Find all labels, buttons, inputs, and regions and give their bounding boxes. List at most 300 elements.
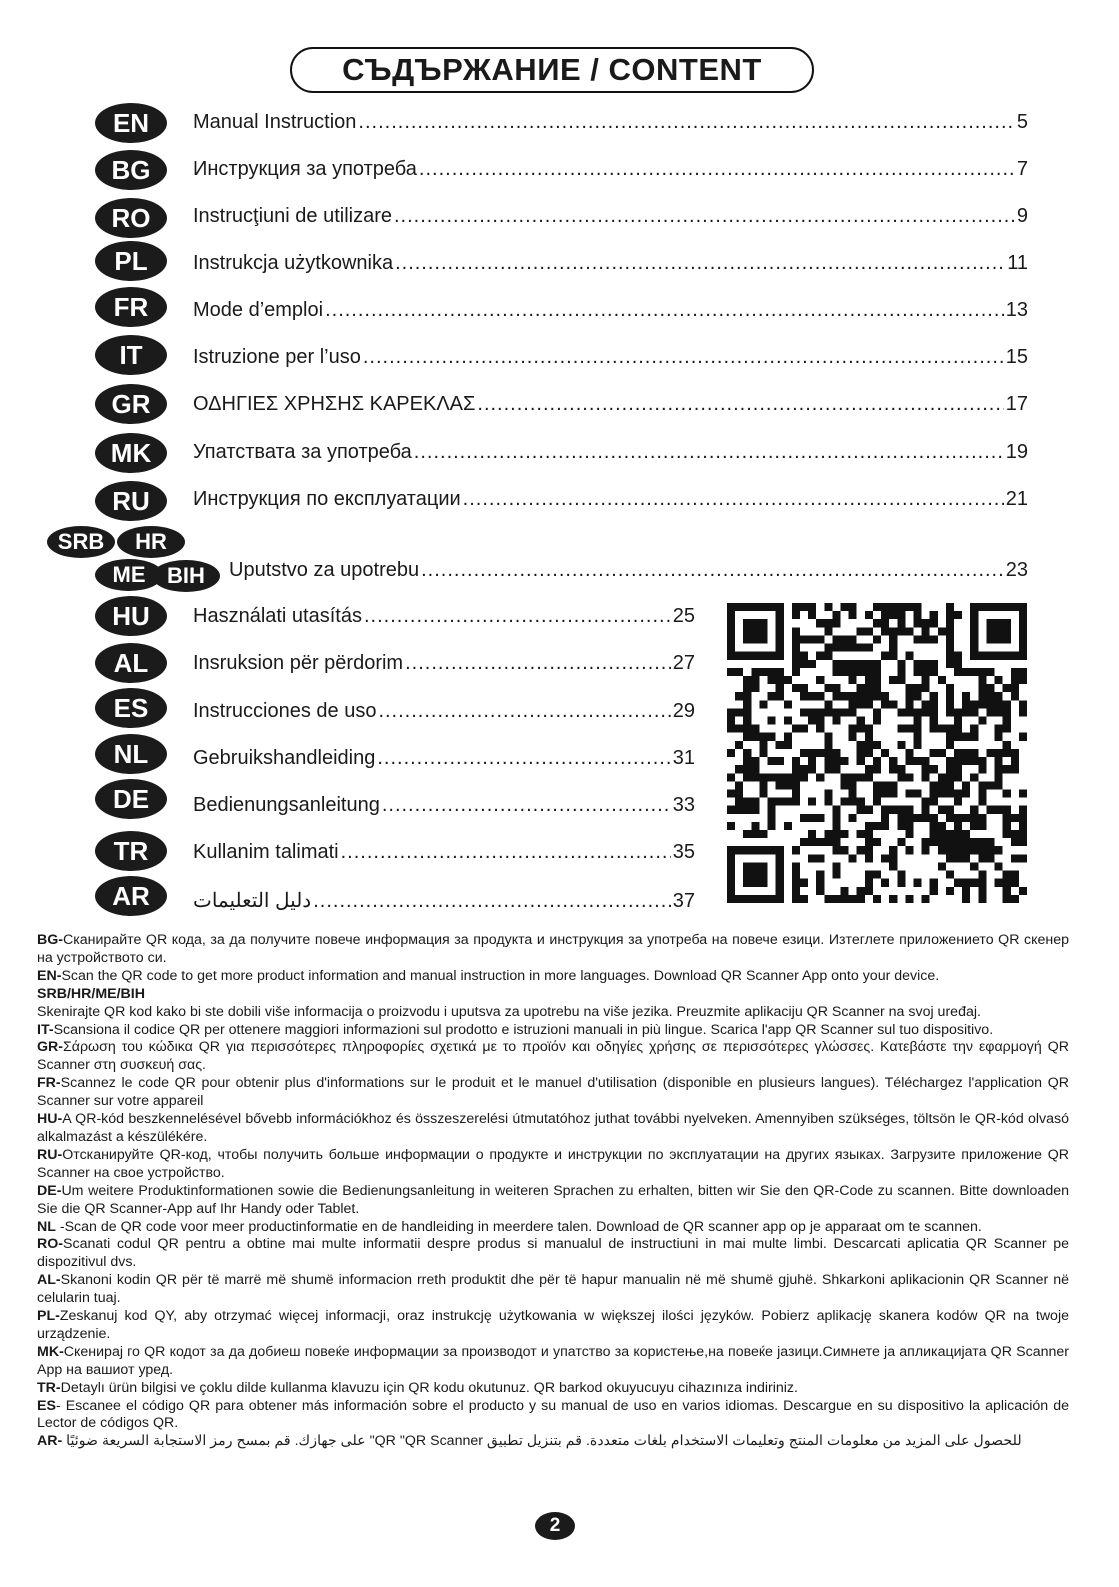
qr-module: [881, 619, 889, 627]
qr-module: [832, 635, 840, 643]
qr-module: [759, 871, 767, 879]
qr-module: [946, 814, 954, 822]
qr-module: [743, 806, 751, 814]
qr-module: [865, 854, 873, 862]
qr-module: [808, 854, 816, 862]
qr-module: [946, 684, 954, 692]
qr-module: [913, 603, 921, 611]
qr-module: [1003, 814, 1011, 822]
qr-module: [1019, 814, 1027, 822]
qr-module: [1003, 700, 1011, 708]
qr-module: [938, 773, 946, 781]
qr-module: [881, 627, 889, 635]
qr-module: [922, 838, 930, 846]
qr-module: [816, 887, 824, 895]
qr-module: [995, 846, 1003, 854]
qr-module: [986, 700, 994, 708]
qr-module: [930, 700, 938, 708]
qr-module: [751, 871, 759, 879]
qr-module: [751, 619, 759, 627]
toc-entry-nl[interactable]: [193, 747, 695, 770]
qr-module: [913, 879, 921, 887]
qr-code-icon[interactable]: [727, 603, 1027, 903]
qr-module: [881, 692, 889, 700]
qr-module: [832, 692, 840, 700]
qr-module: [776, 862, 784, 870]
toc-leader: [313, 890, 671, 913]
qr-module: [946, 846, 954, 854]
qr-module: [922, 895, 930, 903]
qr-module: [735, 603, 743, 611]
qr-module: [978, 717, 986, 725]
qr-module: [824, 684, 832, 692]
toc-leader: [363, 346, 1004, 369]
note-ar: AR- للحصول على المزيد من معلومات المنتج وتعليمات الاستخدام بلغات متعددة. قم بتنزيل تطبيق QR "QR Scanner" على جهازك. قم بمسح رمز الاستجابة السريعة ضوئيًا: [37, 1433, 1022, 1450]
qr-module: [889, 644, 897, 652]
qr-module: [905, 789, 913, 797]
qr-module: [743, 652, 751, 660]
qr-module: [816, 879, 824, 887]
qr-module: [816, 635, 824, 643]
qr-module: [849, 660, 857, 668]
toc-entry-ro[interactable]: [193, 205, 1028, 228]
toc-leader: [477, 393, 1003, 416]
qr-module: [946, 627, 954, 635]
qr-module: [986, 708, 994, 716]
qr-module: [1019, 838, 1027, 846]
qr-module: [751, 846, 759, 854]
qr-module: [946, 871, 954, 879]
qr-module: [759, 895, 767, 903]
toc-label: Használati utasítás: [193, 605, 362, 627]
qr-module: [930, 708, 938, 716]
qr-module: [986, 838, 994, 846]
qr-module: [913, 635, 921, 643]
qr-module: [978, 765, 986, 773]
qr-module: [1011, 668, 1019, 676]
qr-module: [1003, 887, 1011, 895]
qr-module: [727, 854, 735, 862]
qr-module: [727, 806, 735, 814]
qr-module: [865, 676, 873, 684]
qr-module: [905, 603, 913, 611]
qr-module: [922, 627, 930, 635]
qr-module: [743, 757, 751, 765]
toc-entry-en[interactable]: [193, 111, 1028, 134]
qr-module: [816, 871, 824, 879]
qr-module: [897, 603, 905, 611]
qr-module: [832, 838, 840, 846]
qr-module: [873, 838, 881, 846]
qr-module: [768, 652, 776, 660]
qr-module: [873, 871, 881, 879]
qr-module: [897, 871, 905, 879]
qr-module: [946, 838, 954, 846]
qr-module: [938, 822, 946, 830]
qr-module: [938, 749, 946, 757]
qr-module: [995, 725, 1003, 733]
qr-module: [905, 822, 913, 830]
qr-module: [970, 822, 978, 830]
qr-module: [930, 838, 938, 846]
qr-module: [735, 789, 743, 797]
qr-module: [849, 668, 857, 676]
qr-module: [743, 846, 751, 854]
qr-module: [913, 789, 921, 797]
qr-module: [897, 676, 905, 684]
qr-module: [800, 635, 808, 643]
qr-module: [865, 765, 873, 773]
qr-module: [970, 846, 978, 854]
qr-module: [897, 611, 905, 619]
toc-page: 37: [672, 890, 695, 912]
qr-module: [938, 789, 946, 797]
qr-module: [800, 692, 808, 700]
qr-module: [922, 765, 930, 773]
qr-module: [930, 879, 938, 887]
qr-module: [727, 611, 735, 619]
qr-module: [751, 733, 759, 741]
toc-entry-gr[interactable]: [193, 393, 1028, 416]
qr-module: [776, 757, 784, 765]
toc-entry-srb-hr-me-bih[interactable]: [229, 559, 1028, 582]
qr-module: [970, 627, 978, 635]
qr-module: [970, 708, 978, 716]
qr-module: [792, 765, 800, 773]
qr-module: [995, 749, 1003, 757]
qr-module: [930, 789, 938, 797]
qr-module: [930, 798, 938, 806]
qr-module: [954, 660, 962, 668]
qr-module: [735, 765, 743, 773]
note-gr: GR-Σάρωση του κώδικα QR για περισσότερες πληροφορίες σχετικά με το προϊόν και οδηγίες χρήσης σε περισσότερες γλώσσες. Κατεβάστε την εφαρμογή QR Scanner στη συσκευή σας.: [37, 1039, 1069, 1074]
qr-module: [865, 846, 873, 854]
toc-leader: [414, 441, 1004, 464]
toc-entry-mk[interactable]: [193, 441, 1028, 464]
qr-module: [946, 603, 954, 611]
lang-badge-gr: GR: [95, 384, 167, 424]
qr-module: [776, 676, 784, 684]
qr-module: [897, 660, 905, 668]
qr-module: [857, 741, 865, 749]
qr-module: [873, 692, 881, 700]
qr-module: [1003, 830, 1011, 838]
qr-module: [849, 725, 857, 733]
qr-module: [824, 708, 832, 716]
qr-module: [792, 862, 800, 870]
qr-module: [808, 814, 816, 822]
toc-entry-tr[interactable]: [193, 841, 695, 864]
qr-module: [792, 684, 800, 692]
qr-module: [751, 830, 759, 838]
toc-leader: [364, 605, 671, 628]
qr-module: [743, 619, 751, 627]
toc-page: 5: [1016, 111, 1028, 133]
qr-module: [1011, 757, 1019, 765]
qr-module: [849, 814, 857, 822]
qr-module: [776, 854, 784, 862]
qr-module: [873, 660, 881, 668]
qr-module: [1003, 708, 1011, 716]
qr-module: [857, 668, 865, 676]
qr-module: [962, 668, 970, 676]
qr-module: [735, 846, 743, 854]
qr-module: [970, 773, 978, 781]
qr-module: [857, 725, 865, 733]
qr-instructions: [37, 932, 1069, 1451]
qr-module: [962, 749, 970, 757]
qr-module: [832, 644, 840, 652]
qr-module: [857, 798, 865, 806]
qr-module: [995, 635, 1003, 643]
qr-module: [970, 757, 978, 765]
note-mk: MK-Скенирај го QR кодот за да добиеш повеќе информации за производот и упатство за користење,на повеќе јазици.Симнете ја апликацијата QR Scanner App на вашиот уред.: [37, 1343, 1069, 1378]
note-de: DE-Um weitere Produktinformationen sowie die Bedienungsanleitung in weiteren Sprachen zu erhalten, bitten wir Sie den QR-Code zu scannen. Bitte downloaden Sie die QR Scanner-App auf Ihr Handy oder Tablet.: [37, 1182, 1069, 1217]
qr-module: [759, 668, 767, 676]
note-fr: FR-Scannez le code QR pour obtenir plus d'informations sur le produit et le manuel d'utilisation (disponible en plusieurs langues). Téléchargez l'application QR Scanner sur votre appareil: [37, 1075, 1069, 1110]
qr-module: [800, 660, 808, 668]
qr-module: [808, 749, 816, 757]
lang-badge-tr: TR: [95, 831, 167, 871]
qr-module: [995, 879, 1003, 887]
qr-module: [962, 789, 970, 797]
lang-badge-ar: AR: [95, 876, 167, 916]
qr-module: [897, 741, 905, 749]
qr-module: [776, 611, 784, 619]
qr-module: [792, 668, 800, 676]
qr-module: [727, 895, 735, 903]
qr-module: [913, 668, 921, 676]
qr-module: [1011, 854, 1019, 862]
qr-module: [970, 652, 978, 660]
qr-module: [970, 749, 978, 757]
qr-module: [857, 830, 865, 838]
qr-module: [776, 652, 784, 660]
qr-module: [873, 676, 881, 684]
qr-module: [889, 627, 897, 635]
qr-module: [751, 862, 759, 870]
qr-module: [792, 773, 800, 781]
qr-module: [930, 749, 938, 757]
toc-entry-de[interactable]: [193, 794, 695, 817]
qr-module: [995, 862, 1003, 870]
toc-label: Instrukcja użytkownika: [193, 252, 394, 274]
toc-label: Инструкция за употреба: [193, 158, 417, 180]
qr-module: [832, 871, 840, 879]
qr-module: [743, 895, 751, 903]
qr-module: [881, 814, 889, 822]
qr-module: [889, 846, 897, 854]
qr-module: [881, 700, 889, 708]
qr-module: [946, 619, 954, 627]
qr-module: [1011, 838, 1019, 846]
toc-entry-pl[interactable]: [193, 252, 1028, 275]
qr-module: [922, 708, 930, 716]
qr-module: [1019, 619, 1027, 627]
toc-entry-it[interactable]: [193, 346, 1028, 369]
qr-module: [841, 757, 849, 765]
qr-module: [751, 652, 759, 660]
qr-module: [1003, 749, 1011, 757]
qr-module: [776, 635, 784, 643]
qr-module: [889, 895, 897, 903]
lang-badge-bih: BIH: [152, 560, 220, 592]
qr-module: [881, 822, 889, 830]
qr-module: [743, 692, 751, 700]
qr-module: [978, 676, 986, 684]
toc-entry-ar[interactable]: [193, 888, 695, 913]
qr-module: [946, 765, 954, 773]
qr-module: [865, 741, 873, 749]
qr-module: [938, 627, 946, 635]
qr-module: [970, 806, 978, 814]
qr-module: [954, 789, 962, 797]
qr-module: [824, 700, 832, 708]
qr-module: [792, 635, 800, 643]
qr-module: [816, 814, 824, 822]
qr-module: [865, 806, 873, 814]
toc-leader: [377, 747, 670, 770]
toc-entry-ru[interactable]: [193, 488, 1028, 511]
qr-module: [881, 749, 889, 757]
qr-module: [946, 773, 954, 781]
qr-module: [954, 830, 962, 838]
qr-module: [905, 814, 913, 822]
lang-badge-mk: MK: [95, 433, 167, 473]
note-srb-header: SRB/HR/ME/BIH: [37, 985, 145, 1002]
qr-module: [873, 603, 881, 611]
qr-module: [832, 757, 840, 765]
toc-entry-al[interactable]: [193, 652, 695, 675]
qr-module: [873, 741, 881, 749]
qr-module: [857, 806, 865, 814]
qr-module: [978, 684, 986, 692]
qr-module: [784, 798, 792, 806]
qr-module: [922, 846, 930, 854]
qr-module: [873, 757, 881, 765]
toc-page: 15: [1005, 346, 1028, 368]
qr-module: [727, 846, 735, 854]
qr-module: [808, 660, 816, 668]
qr-module: [897, 765, 905, 773]
qr-module: [1019, 627, 1027, 635]
note-srb: Skenirajte QR kod kako bi ste dobili više informacija o proizvodu i uputsva za upotrebu na više jezika. Preuzmite aplikaciju QR Scanner na svoj uređaj.: [37, 1003, 981, 1020]
toc-label: Bedienungsanleitung: [193, 794, 380, 816]
qr-module: [824, 603, 832, 611]
qr-module: [841, 781, 849, 789]
qr-module: [832, 684, 840, 692]
qr-module: [995, 627, 1003, 635]
qr-module: [1003, 765, 1011, 773]
qr-module: [954, 765, 962, 773]
qr-module: [735, 652, 743, 660]
qr-module: [922, 635, 930, 643]
qr-module: [792, 887, 800, 895]
qr-module: [970, 700, 978, 708]
qr-module: [1003, 619, 1011, 627]
qr-module: [946, 700, 954, 708]
qr-module: [768, 773, 776, 781]
toc-entry-bg[interactable]: [193, 158, 1028, 181]
qr-module: [1011, 765, 1019, 773]
qr-module: [759, 619, 767, 627]
qr-module: [808, 635, 816, 643]
qr-module: [849, 676, 857, 684]
qr-module: [832, 708, 840, 716]
qr-module: [792, 611, 800, 619]
lang-badge-fr: FR: [95, 287, 167, 327]
toc-leader: [419, 158, 1015, 181]
qr-module: [922, 668, 930, 676]
qr-module: [913, 708, 921, 716]
qr-module: [938, 846, 946, 854]
qr-module: [913, 619, 921, 627]
qr-module: [905, 692, 913, 700]
lang-badge-hr: HR: [117, 526, 185, 558]
qr-module: [751, 725, 759, 733]
qr-module: [792, 757, 800, 765]
toc-label: Kullanim talimati: [193, 841, 339, 863]
qr-module: [922, 806, 930, 814]
qr-module: [1011, 652, 1019, 660]
qr-module: [986, 627, 994, 635]
qr-module: [881, 789, 889, 797]
note-nl: NL -Scan de QR code voor meer productinformatie en de handleiding in meerdere talen. Download de QR scanner app op je apparaat om te scannen.: [37, 1218, 982, 1235]
qr-module: [938, 806, 946, 814]
qr-module: [832, 830, 840, 838]
qr-module: [913, 692, 921, 700]
qr-module: [978, 854, 986, 862]
toc-page: 17: [1005, 393, 1028, 415]
qr-module: [962, 846, 970, 854]
toc-label: Mode d’emploi: [193, 299, 324, 321]
qr-module: [946, 741, 954, 749]
toc-entry-es[interactable]: [193, 700, 695, 723]
qr-module: [751, 627, 759, 635]
qr-module: [857, 684, 865, 692]
toc-page: 13: [1005, 299, 1028, 321]
qr-module: [1019, 603, 1027, 611]
qr-module: [905, 846, 913, 854]
qr-module: [913, 733, 921, 741]
qr-module: [865, 822, 873, 830]
qr-module: [865, 627, 873, 635]
qr-module: [913, 757, 921, 765]
qr-module: [776, 846, 784, 854]
note-en: EN-Scan the QR code to get more product information and manual instruction in more languages. Download QR Scanner App onto your device.: [37, 967, 940, 984]
qr-module: [816, 725, 824, 733]
qr-module: [954, 798, 962, 806]
qr-module: [1003, 627, 1011, 635]
qr-module: [768, 806, 776, 814]
qr-module: [930, 660, 938, 668]
toc-entry-fr[interactable]: [193, 299, 1028, 322]
qr-module: [768, 757, 776, 765]
qr-module: [881, 652, 889, 660]
lang-badge-bg: BG: [95, 150, 167, 190]
qr-module: [832, 660, 840, 668]
qr-module: [970, 668, 978, 676]
qr-module: [849, 644, 857, 652]
qr-module: [978, 789, 986, 797]
toc-page: 23: [1005, 559, 1028, 581]
toc-entry-hu[interactable]: [193, 605, 695, 628]
toc-label: Manual Instruction: [193, 111, 357, 133]
qr-module: [905, 627, 913, 635]
qr-module: [938, 781, 946, 789]
qr-module: [962, 814, 970, 822]
qr-module: [841, 668, 849, 676]
